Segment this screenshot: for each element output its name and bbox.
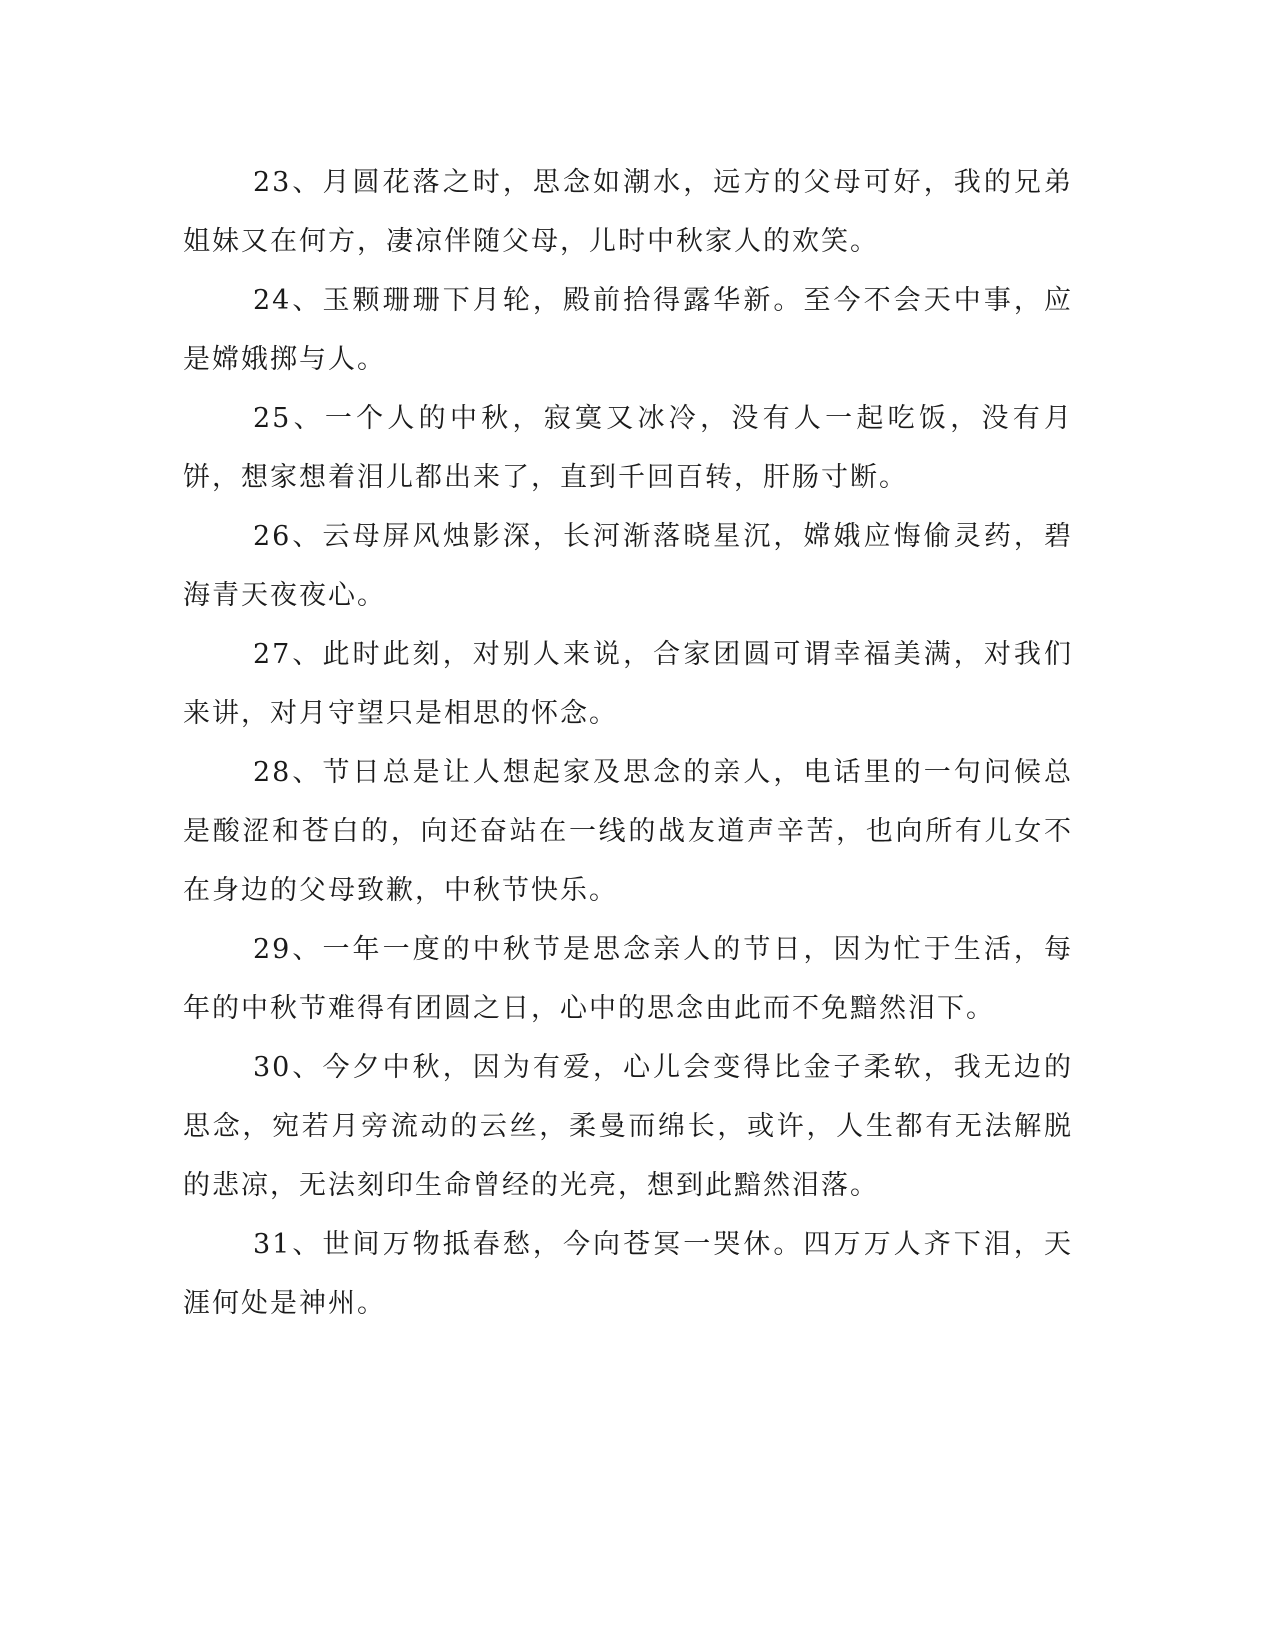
paragraph-24: 24、玉颗珊珊下月轮，殿前拾得露华新。至今不会天中事，应是嫦娥掷与人。 [183, 285, 1073, 375]
document-body [183, 153, 1073, 1333]
paragraph-26: 26、云母屏风烛影深，长河渐落晓星沉，嫦娥应悔偷灵药，碧海青天夜夜心。 [183, 521, 1073, 611]
paragraph-27: 27、此时此刻，对别人来说，合家团圆可谓幸福美满，对我们来讲，对月守望只是相思的怀念。 [183, 639, 1073, 729]
paragraph-29: 29、一年一度的中秋节是思念亲人的节日，因为忙于生活，每年的中秋节难得有团圆之日，心中的思念由此而不免黯然泪下。 [183, 934, 1073, 1024]
paragraph-25: 25、一个人的中秋，寂寞又冰冷，没有人一起吃饭，没有月饼，想家想着泪儿都出来了，直到千回百转，肝肠寸断。 [183, 403, 1073, 493]
paragraph-31: 31、世间万物抵春愁，今向苍冥一哭休。四万万人齐下泪，天涯何处是神州。 [183, 1229, 1073, 1319]
paragraph-23: 23、月圆花落之时，思念如潮水，远方的父母可好，我的兄弟姐妹又在何方，凄凉伴随父母，儿时中秋家人的欢笑。 [183, 167, 1073, 257]
paragraph-28: 28、节日总是让人想起家及思念的亲人，电话里的一句问候总是酸涩和苍白的，向还奋站在一线的战友道声辛苦，也向所有儿女不在身边的父母致歉，中秋节快乐。 [183, 757, 1073, 906]
paragraph-30: 30、今夕中秋，因为有爱，心儿会变得比金子柔软，我无边的思念，宛若月旁流动的云丝，柔曼而绵长，或许，人生都有无法解脱的悲凉，无法刻印生命曾经的光亮，想到此黯然泪落。 [183, 1052, 1073, 1201]
